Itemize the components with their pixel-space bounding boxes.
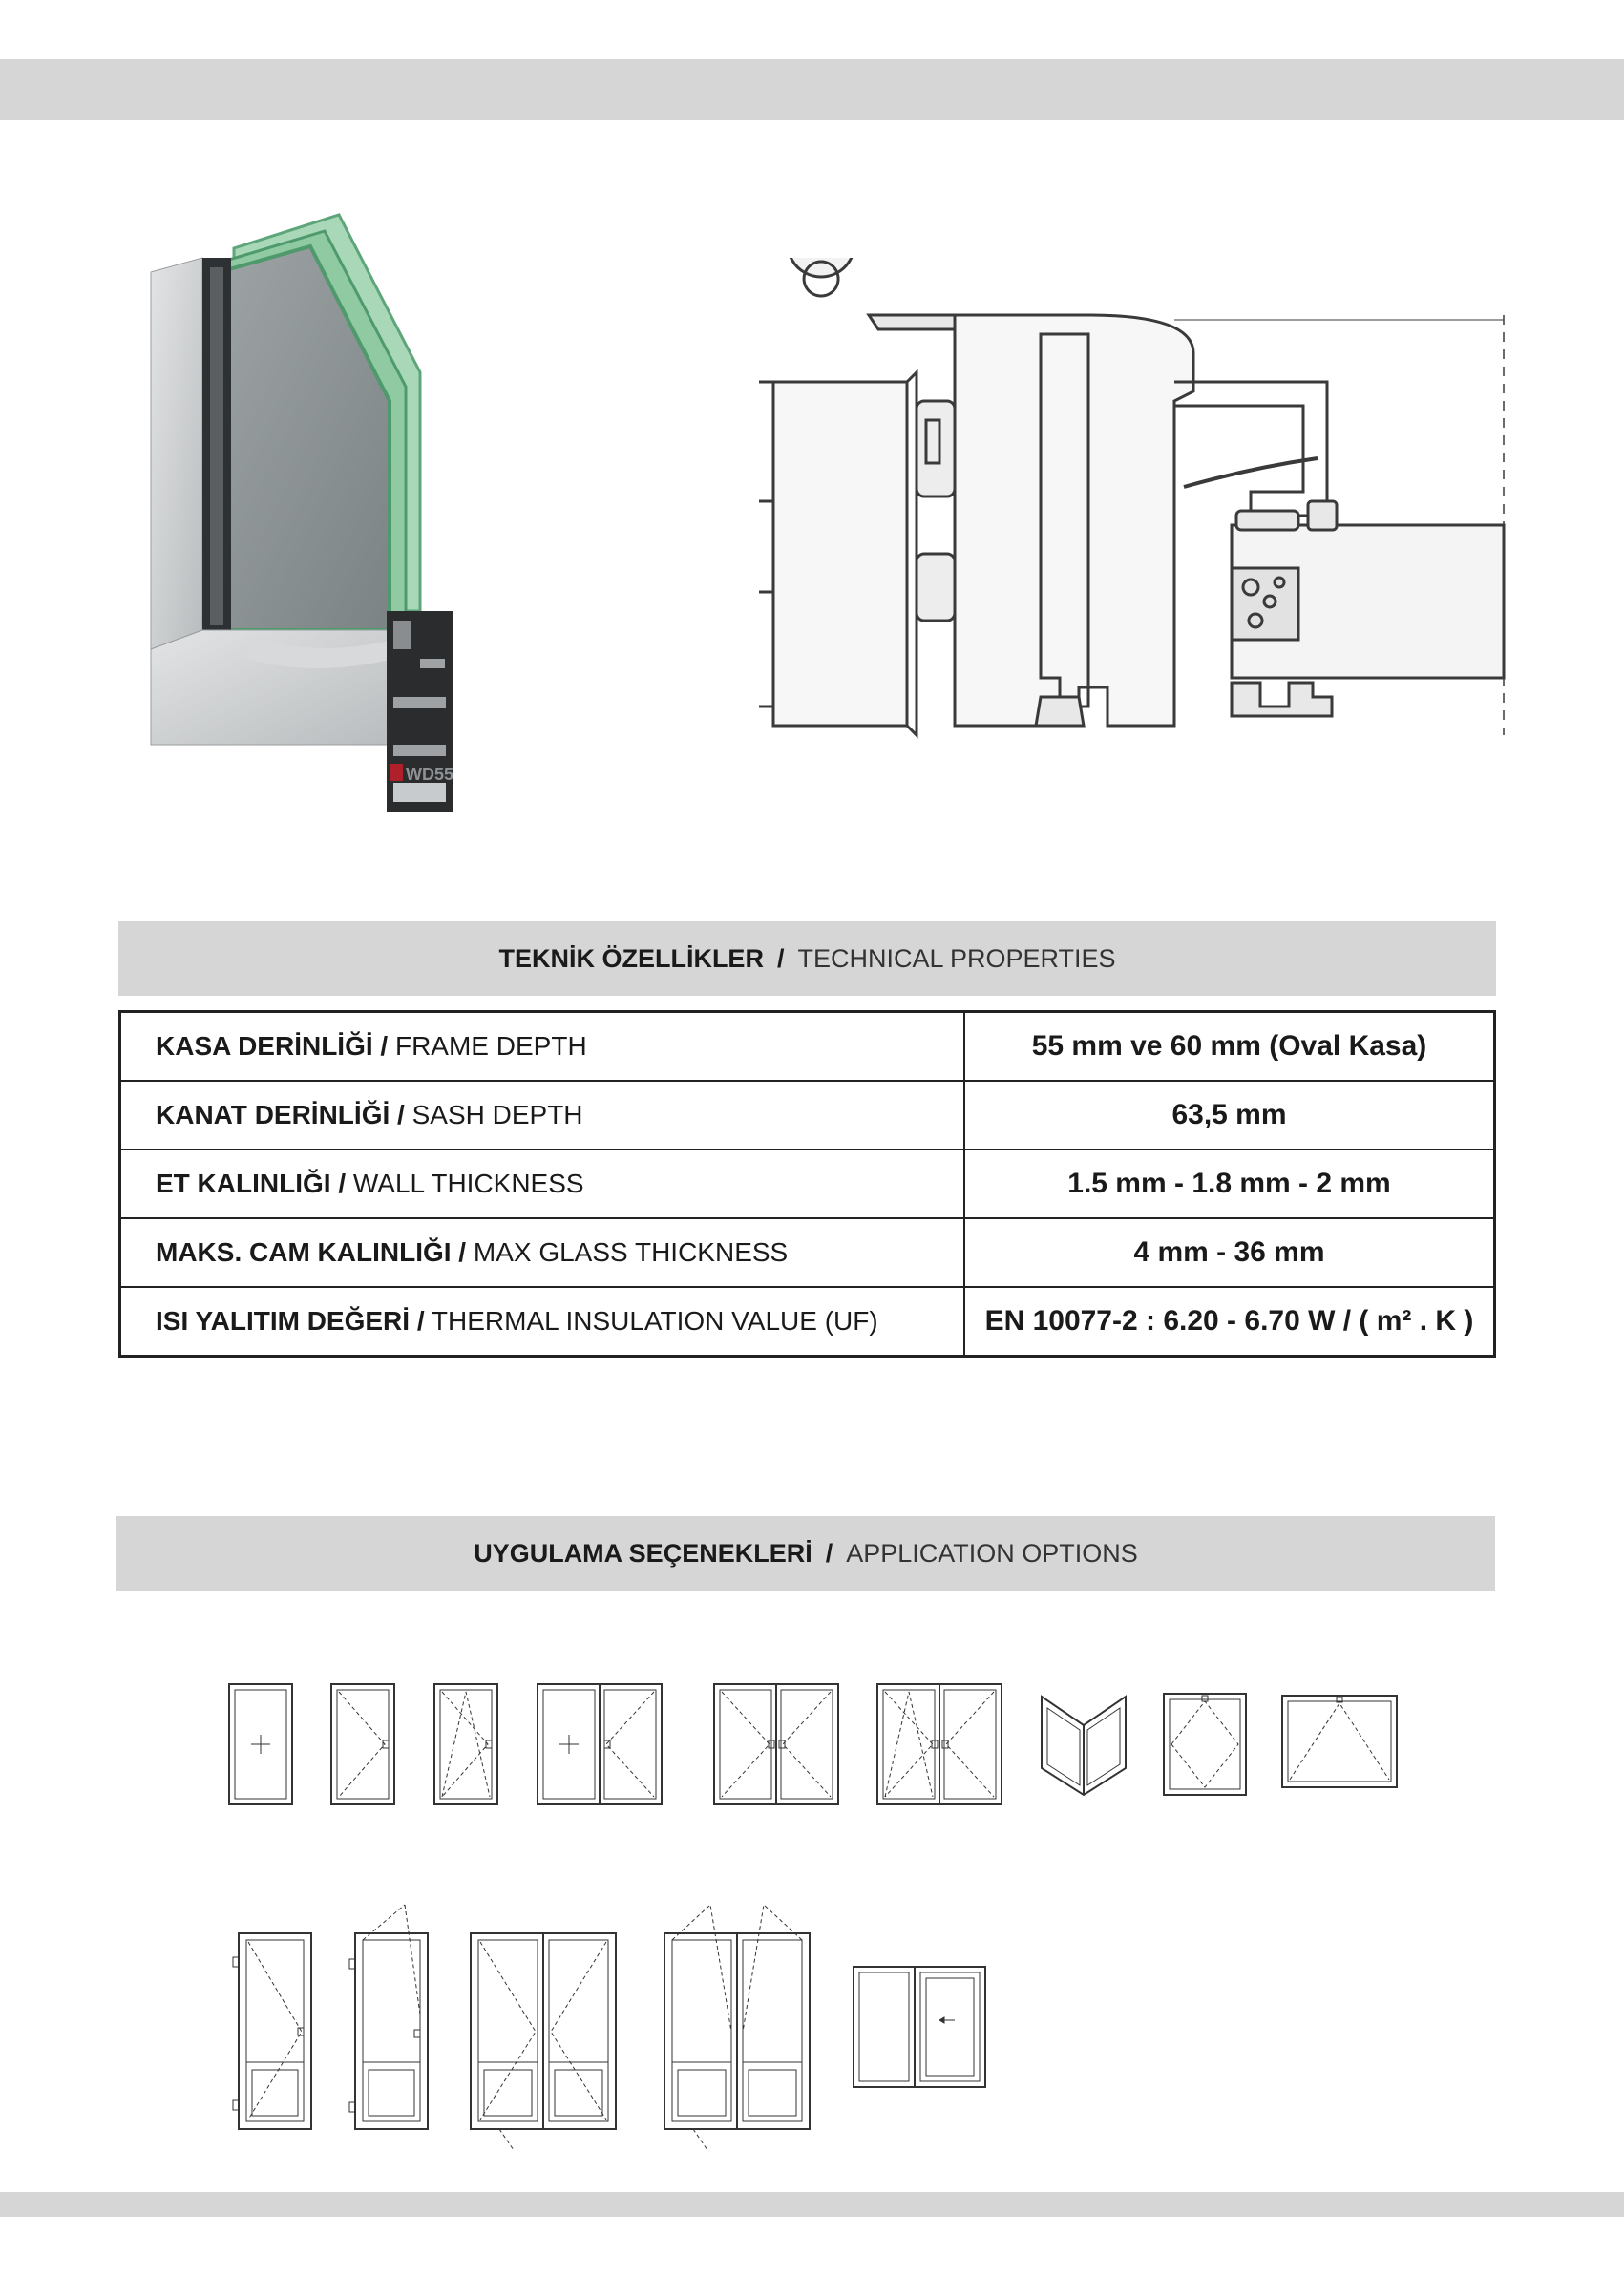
property-label-tr: KASA DERİNLİĞİ / (156, 1031, 389, 1061)
profile-corner-photo (143, 210, 563, 821)
property-value: 1.5 mm - 1.8 mm - 2 mm (964, 1150, 1495, 1218)
pivot-window-icon (1162, 1692, 1248, 1797)
property-value: 55 mm ve 60 mm (Oval Kasa) (964, 1012, 1495, 1082)
table-row (120, 1150, 1495, 1218)
application-header-tr: UYGULAMA SEÇENEKLERİ (474, 1538, 812, 1568)
property-value: EN 10077-2 : 6.20 - 6.70 W / ( m² . K ) (964, 1287, 1495, 1357)
property-label-en: SASH DEPTH (411, 1100, 583, 1129)
property-label-tr: ISI YALITIM DEĞERİ / (156, 1306, 425, 1336)
property-label-en: THERMAL INSULATION VALUE (UF) (431, 1306, 878, 1336)
tilt-turn-window-icon (432, 1682, 499, 1806)
top-band (0, 59, 1624, 120)
property-label (120, 1012, 965, 1082)
single-door-outward-icon (346, 1902, 432, 2134)
double-door-outward-icon (655, 1902, 819, 2153)
double-casement-window-icon (712, 1682, 840, 1806)
profile-cross-section-drawing (754, 258, 1508, 745)
property-value: 63,5 mm (964, 1081, 1495, 1150)
fixed-with-sliding-sash-icon (852, 1965, 987, 2089)
profile-corner-illustration (143, 210, 563, 821)
technical-header-tr: TEKNİK ÖZELLİKLER (498, 943, 764, 973)
technical-header-en: TECHNICAL PROPERTIES (797, 943, 1116, 973)
property-label (120, 1150, 965, 1218)
property-label-en: WALL THICKNESS (352, 1169, 584, 1198)
bottom-band (0, 2192, 1624, 2217)
property-label-tr: ET KALINLIĞI / (156, 1169, 347, 1198)
application-options-header (116, 1516, 1495, 1591)
technical-properties-table (118, 1010, 1496, 1358)
property-value: 4 mm - 36 mm (964, 1218, 1495, 1287)
property-label (120, 1287, 965, 1357)
top-hung-window-icon (1280, 1694, 1399, 1789)
table-row (120, 1012, 1495, 1082)
brand-logo: WD55 (406, 765, 454, 784)
table-row (120, 1218, 1495, 1287)
property-label (120, 1081, 965, 1150)
double-tilt-turn-window-icon (875, 1682, 1003, 1806)
double-door-inward-icon (461, 1919, 625, 2153)
property-label-tr: KANAT DERİNLİĞİ / (156, 1100, 405, 1129)
application-header-en: APPLICATION OPTIONS (846, 1538, 1138, 1568)
technical-properties-header (118, 921, 1496, 996)
application-header-separator: / (825, 1538, 833, 1568)
casement-window-icon (329, 1682, 396, 1806)
fixed-window-icon (227, 1682, 294, 1806)
single-door-inward-icon (229, 1919, 315, 2134)
property-label-tr: MAKS. CAM KALINLIĞI / (156, 1237, 467, 1267)
fixed-plus-casement-window-icon (536, 1682, 664, 1806)
table-row (120, 1081, 1495, 1150)
property-label (120, 1218, 965, 1287)
table-row (120, 1287, 1495, 1357)
cross-section-lines (754, 258, 1508, 745)
corner-window-icon (1039, 1692, 1128, 1797)
property-label-en: MAX GLASS THICKNESS (473, 1237, 789, 1267)
property-label-en: FRAME DEPTH (394, 1031, 587, 1061)
technical-header-separator: / (776, 943, 785, 973)
